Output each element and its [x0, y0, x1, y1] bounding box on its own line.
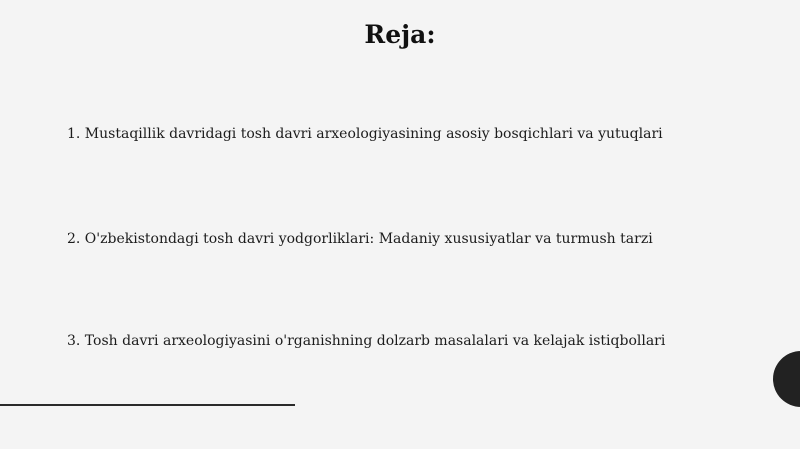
- plan-item-1: 1. Mustaqillik davridagi tosh davri arxeologiyasining asosiy bosqichlari va yutuqlari: [67, 126, 663, 142]
- slide-title: Reja:: [364, 20, 436, 49]
- plan-item-2: 2. O'zbekistondagi tosh davri yodgorliklari: Madaniy xususiyatlar va turmush tarzi: [67, 231, 653, 247]
- divider-line: [0, 404, 295, 406]
- next-slide-button[interactable]: [773, 351, 800, 407]
- plan-item-3: 3. Tosh davri arxeologiyasini o'rganishning dolzarb masalalari va kelajak istiqbollari: [67, 333, 666, 349]
